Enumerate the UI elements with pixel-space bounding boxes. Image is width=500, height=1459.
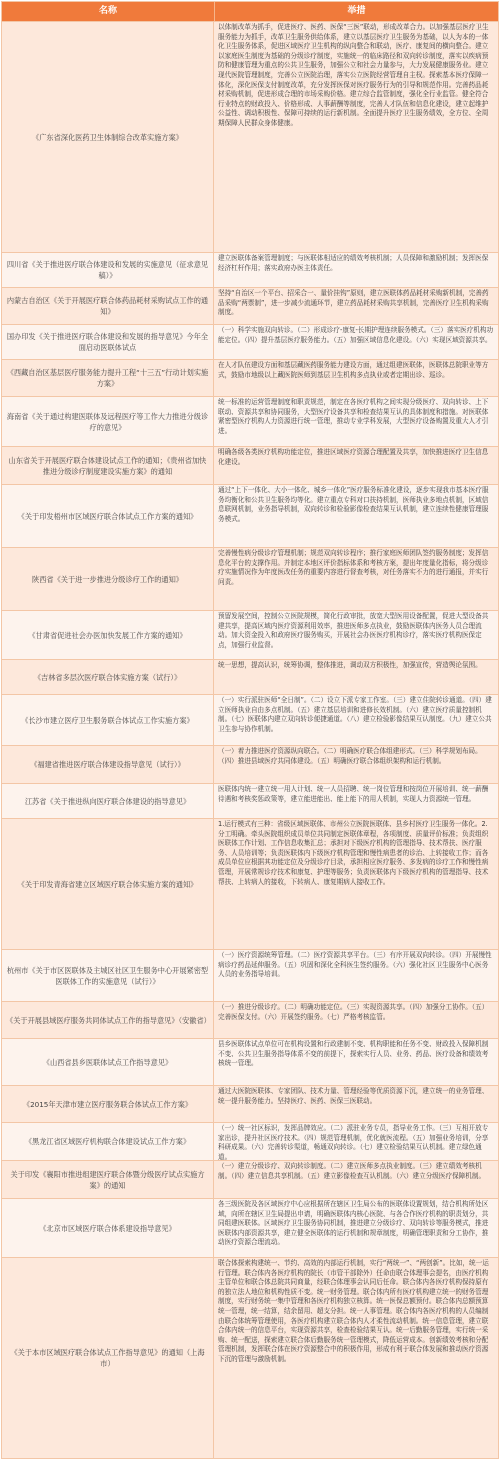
policy-name: 杭州市《关于市区医联体及主城区社区卫生服务中心开展紧密型医联体工作的实施意见（试行）》 <box>2 950 214 1001</box>
policy-measures: 通过“上下一体化、大小一体化、城乡一体化”医疗服务标准化建设，逐步实现我市基本医疗服务均衡化和公共卫生服务均等化。建立重点专科对口扶持机制，医师执业多地点机制，区域信息联网机制，业务指导机制，双向转诊和检验影像检查结果互认机制，建立连续性健康管理服务模式。 <box>218 486 489 523</box>
policy-measures: 医联体内统一建立统一用人计划、统一人员招聘、统一岗位管理和按岗位开展培训、统一薪酬待遇和考核奖惩政策等，建立能进能出、能上能下的用人机制，实现人力资源统一管理。 <box>218 785 489 803</box>
table-row <box>2 746 498 784</box>
policy-measures: （一）医疗资源统筹管理。（二）医疗资源共享平台。（三）有序开展双向转诊。（四）开展慢性病诊疗药品延伸服务。（五）巩固和深化全科医生签约服务。（六）强化社区卫生服务中心医务人员的业务指导培训。 <box>218 951 492 979</box>
table-row <box>2 253 498 288</box>
table-row <box>2 360 498 397</box>
table-row <box>2 819 498 950</box>
policy-name: 《吉林省多层次医疗联合体实施方案（试行）》 <box>2 660 214 694</box>
policy-name: 海南省《关于通过构建医联体及远程医疗等工作大力推进分级诊疗的意见》 <box>2 397 214 446</box>
table-row <box>2 325 498 360</box>
policy-measures: 县乡医联体试点单位可在机构设置和行政建制不变、机构职能和任务不变、财政投入保障机制不变、公共卫生服务指导体系不变的前提下，探索实行人员、业务、药品、医疗设备和绩效考核统一管理。 <box>218 1040 489 1068</box>
policy-measures: （一）统一社区标识，发挥品牌效应。（二）派驻业务专员，指导业务工作。（三）互相开放专家出诊，提升社区医疗技术。（四）规范管理机制，优化就医流程。（五）加强业务培训，分享科研成果。（六）完善转诊渠道，畅通双向转诊。（七）建立检验结果互认机制。建立绿色通道。 <box>218 1124 489 1160</box>
policy-name: 陕西省《关于进一步推进分级诊疗工作的通知》 <box>2 548 214 610</box>
policy-measures: 预留发展空间，控制公立医院规模，简化行政审批，放宽大型医用设备配置，促进大型设备共建共享，提高区域内医疗资源利用效率，推进医师多点执业，鼓励医联体内医务人员合理流动。加大资金投入和政府医疗服务购买，开展社会办医医疗机构诊疗，落实医疗机构医保定点，加强行业监督。 <box>218 612 489 649</box>
table-row <box>2 548 498 611</box>
policy-name: 《2015年天津市建立医疗服务联合体试点工作方案》 <box>2 1086 214 1122</box>
policy-name: 《山西省县乡医联体试点工作指导意见》 <box>2 1039 214 1085</box>
table-row <box>2 397 498 447</box>
policy-measures: 联合体探索构建统一、节约、高效的内部运行机制，实行“两统一”、“两创新”。比如，统一运行管理。联合体内各医疗机构的院长（市管干部除外）任命由联合体理事会提名，由医疗机构主管单位和联合体总院共同商量，经联合体理事会认同后任命。联合体内各医疗机构保持原有的独立法人地位和机构性质不变。统一财务管理。联合体内所有医疗机构建立统一的财务管理制度，实行财务统一集中管理和各医疗机构独立核算。统一医保总额预付。联合体内总额预算统一管理，统一结算，结余留用、超支分担。统一人事管理。联合体内各医疗机构的人员编制由联合体统筹管理使用，各医疗机构建立联合体内人才柔性流动机制。统一信息管理，建立联合体内统一的信息平台，实现资源共享，检查检验结果互认。统一后勤服务管理，实行统一采购、统一配送，探索建立联合体后勤服务统一管理模式，降低运营成本。创新绩效考核和分配管理机制，发挥联合体在医疗资源整合中的积极作用，形成有利于联合体发展和推动医疗资源下沉的管理与激励机制。 <box>218 1259 489 1363</box>
policy-name: 《北京市区域医疗联合体系建设指导意见》 <box>2 1199 214 1257</box>
policy-name: 关于印发《襄阳市推进组建医疗联合体暨分级医疗试点实施方案》的通知 <box>2 1161 214 1198</box>
table-row <box>2 1258 498 1459</box>
policy-measures: （一）推进分级诊疗。（二）明确功能定位。（三）实现资源共享。（四）加强分工协作。（五）完善医保支付。（六）开展签约服务。（七）严格考核监管。 <box>218 1003 489 1021</box>
policy-name: 内蒙古自治区《关于开展医疗联合体药品耗材采购试点工作的通知》 <box>2 288 214 324</box>
policy-measures: 以体制改革为抓手，促进医疗、医药、医保“三医”联动，形成改革合力。以加强基层医疗卫生服务能力为抓手，改革卫生服务供给体系，建立以基层医疗卫生服务为基础，以人为本的一体化卫生服务体系，促进区域医疗卫生机构的纵向整合和联动，医疗、康复间的横向整合。建立以家庭医生制度为基础的分级诊疗制度，实施统一的临床路径和双向转诊制度，落实以疾病预防和健康管理为重点的公共卫生服务，加强公立和社会力量参与，大力发展健康服务业。建立现代医院管理制度，完善公立医院治理，落实公立医院经营管理自主权。探索基本医疗保障一体化，深化医保支付制度改革，充分发挥医保对医疗服务行为的引导和规范作用。完善药品耗材采购机制，促进形成合理的市场采购价格。建立综合监管制度，强化全行业监管。健全符合行业特点的财政投入、价格形成、人事薪酬等制度，完善人才队伍和信息化建设，建立起维护公益性、调动积极性、保障可持续的运行新机制。全面提升医疗卫生服务绩效，全方位、全周期保障人民群众身体健康。 <box>218 23 489 127</box>
table-row <box>2 1123 498 1161</box>
policy-measures: （一）建立分级诊疗、双向转诊制度。（二）建立医师多点执业制度。（三）建立绩效考核机制。（四）建立信息共享机制。（五）建立影像检查互认机制。（六）建立分级医疗保障机制。 <box>218 1162 486 1180</box>
policy-name: 《关于印发梧州市区域医疗联合体试点工作方案的通知》 <box>2 485 214 547</box>
header-basis: 举措 <box>347 6 366 16</box>
table-row <box>2 22 498 253</box>
table-row <box>2 1161 498 1199</box>
table-row <box>2 950 498 1002</box>
table-row <box>2 1039 498 1086</box>
policy-name: 江苏省《关于推进纵向医疗联合体建设的指导意见》 <box>2 784 214 818</box>
policy-measures: 在人才队伍建设方面和基层藏医药服务能力建设方面，通过组建医联体，医联体总院职业等方式，鼓励市地级以上藏医院医师到基层卫生机构多点执业或者定期出诊、巡诊。 <box>218 361 489 379</box>
policy-measures: 完善慢性病分级诊疗管理机制；规范双向转诊程序；推行家庭医师团队签约服务制度；发挥信息化平台的支撑作用。并制定本地区评价指标体系和考核方案，提出年度量化指标，将分级诊疗实施情况作为年度医改任务的重要内容进行督查考核，对任务落实不力的进行通报，并实行问责。 <box>218 549 489 586</box>
policy-name: 《西藏自治区基层医疗服务能力提升工程“十三五”行动计划实施方案》 <box>2 360 214 396</box>
table-row <box>2 447 498 485</box>
policy-name: 《关于开展县域医疗服务共同体试点工作的指导意见》（安徽省） <box>2 1002 214 1038</box>
table-row <box>2 485 498 548</box>
policy-measures: 各三级医院及各区域医疗中心应根据所在辖区卫生局公布的医联体设置规划，结合机构所处区域，向所在辖区卫生局提出申请，明确医联体内核心医院、与各合作医疗机构的职责划分，共同组建医联体。区域医疗卫生服务协同机制，推进建立分级诊疗、双向转诊等服务模式，推进医联体内部资源共享，建立健全医联体的运行机制和规章制度，明确管理职责和分工协作，推动医疗资源合理流动。 <box>218 1200 489 1247</box>
table-row <box>2 611 498 660</box>
policy-name: 《黑龙江省区域医疗机构联合体建设试点工作方案》 <box>2 1123 214 1160</box>
policy-measures: 坚持“自治区一个平台、招采合一、量价挂钩”原则，建立医联体药品耗材采购新机制，完善药品采购“两票制”，进一步减少流通环节，建立药品耗材采购共享机制，完善医疗卫生机构采购制度。 <box>218 289 489 317</box>
policy-measures: （一）着力推进医疗资源纵向联合。（二）明确医疗联合体组建形式。（三）科学规划布局。（四）推进县域医疗共同体建设。（五）明确医疗联合体组织架构和运行机制。 <box>218 747 482 765</box>
policy-name: 《广东省深化医药卫生体制综合改革实施方案》 <box>2 22 214 252</box>
table-row <box>2 1086 498 1123</box>
policy-measures: （一）实行派驻医师“全日制”。（二）设立下派专家工作室。（三）建立住院转诊通道。（四）建立医师执业自由多点机制。（五）建立基层培训和进修长效机制。（六）建立医疗质量控制机制。（七）医联体内建立双向转诊便捷通道。（八）建立检验影像结果互认制度。（九）建立公共卫生参与协作机制。 <box>218 696 492 733</box>
table-body <box>1 22 499 1459</box>
policy-name: 《关于印发青海省建立区域医疗联合体实施方案的通知》 <box>2 819 214 949</box>
policy-name: 四川省《关于推进医疗联合体建设和发展的实施意见（征求意见稿）》 <box>2 253 214 287</box>
policy-name: 《福建省推进医疗联合体建设指导意见（试行）》 <box>2 746 214 783</box>
table-row <box>2 695 498 746</box>
policy-measures: 统一标准的运营管理制度和职责规范，制定在各医疗机构之间实现分级医疗、双向转诊、上下联动、资源共享和协同服务，大型医疗设备共享和检查结果互认的具体制度和措施。对医联体紧密型医疗机构人力资源进行统一管理，推动专业学科发展，大型医疗设备购置及重大人才引进。 <box>218 398 489 435</box>
policy-table <box>1 0 499 1459</box>
policy-name: 《甘肃省促进社会办医加快发展工作方案的通知》 <box>2 611 214 659</box>
table-row <box>2 660 498 695</box>
policy-name: 山东省关于开展医疗联合体建设试点工作的通知；《贵州省加快推进分级诊疗制度建设实施方案》的通知 <box>2 447 214 484</box>
policy-measures: 统一思想，提高认识，统筹协调，整体推进，调动双方积极性，加强宣传，营造舆论氛围。 <box>218 661 482 669</box>
table-row <box>2 784 498 819</box>
policy-measures: 通过大医院医联体、专家团队、技术力量、管理经验等优质资源下沉，建立统一的业务管理、统一提升服务能力。坚持医疗、医药、医保三医联动。 <box>218 1087 489 1105</box>
policy-measures: 建立医联体备案管理制度；与医联体相适应的绩效考核机制；人员保障和激励机制；发挥医保经济杠杆作用；落实政府办医主体责任。 <box>218 254 489 272</box>
table-row <box>2 1002 498 1039</box>
policy-name: 《长沙市建立医疗卫生服务联合体试点工作实施方案》 <box>2 695 214 745</box>
policy-measures: 明确各级各类医疗机构功能定位，推进区域医疗资源合理配置及共享，加快推进医疗卫生信息化建设。 <box>218 448 489 466</box>
policy-name: 《关于本市区域医疗联合体试点工作指导意见》的通知（上海市） <box>2 1258 214 1458</box>
table-row <box>2 288 498 325</box>
table-header <box>1 1 499 22</box>
policy-name: 国办印发《关于推进医疗联合体建设和发展的指导意见》今年全面启动医联体试点 <box>2 325 214 359</box>
policy-measures: 1.运行模式有三种：省级区域医联体、市州公立医院医联体、县乡村医疗卫生服务一体化。2.分工明确。牵头医院组织成员单位共同制定医联体章程，各项制度、质量评价标准；负责组织医联体工作计划、工作信息收集汇总；承担对下级医疗机构的管理指导、技术帮扶、医疗服务、人员培训等；负责医联体内下级医疗机构管理和慢性病患者的诊治、上转接收工作；而各成员单位应根据其功能定位及分级诊疗目录，承担相应医疗服务、多发病的诊疗工作和慢性病管理，开展常规诊疗技术和康复、护理等服务；负责医联体内下级医疗机构的管理指导、技术帮扶、上转病人的接收，下转病人、康复期病人接收工作。 <box>218 820 489 886</box>
table-row <box>2 1199 498 1258</box>
header-name: 名称 <box>2 2 215 21</box>
policy-measures: （一）科学实施双向转诊。（二）形成诊疗-康复-长期护理连续服务模式。（三）落实医疗机构功能定位。（四）提升基层医疗服务能力。（五）加强区域信息化建设。（六）实现区域资源共享。 <box>218 326 494 344</box>
